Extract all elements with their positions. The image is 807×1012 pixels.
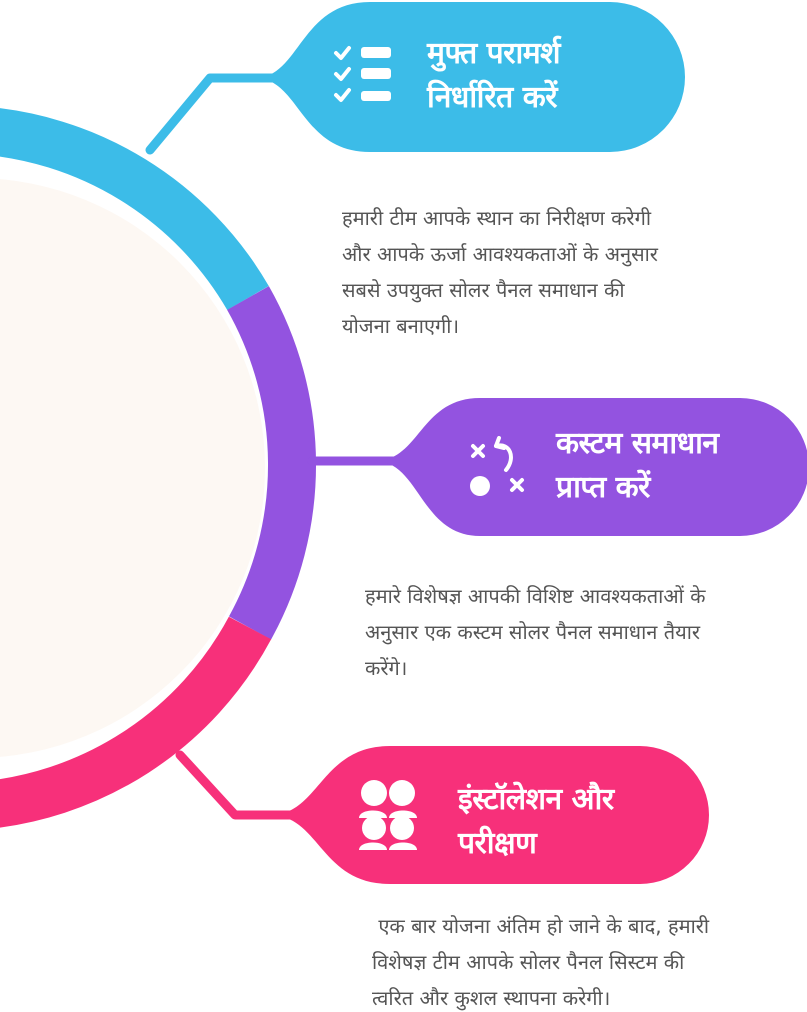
- step-1-desc-line-2: और आपके ऊर्जा आवश्यकताओं के अनुसार: [342, 242, 658, 266]
- step-2-title-line-1: कस्टम समाधान: [556, 426, 719, 461]
- step-2-desc-line-2: अनुसार एक कस्टम सोलर पैनल समाधान तैयार: [365, 620, 701, 644]
- step-3-title-line-1: इंस्टॉलेशन और: [458, 782, 614, 817]
- step-2-description: [365, 578, 706, 686]
- step-3-title: [458, 778, 614, 866]
- step-1-title-line-1: मुफ्त परामर्श: [427, 36, 561, 71]
- team-icon: [357, 778, 421, 850]
- connector-pink: [180, 755, 300, 815]
- step-3-title-line-2: परीक्षण: [458, 826, 537, 861]
- step-2-title-line-2: प्राप्त करें: [556, 470, 650, 505]
- step-3-desc-line-1: एक बार योजना अंतिम हो जाने के बाद, हमारी: [372, 914, 710, 938]
- step-1-desc-line-1: हमारी टीम आपके स्थान का निरीक्षण करेगी: [342, 206, 652, 230]
- step-2-title: [556, 422, 719, 510]
- step-1-desc-line-4: योजना बनाएगी।: [342, 314, 460, 338]
- step-3-description: [372, 908, 709, 1012]
- step-1-desc-line-3: सबसे उपयुक्त सोलर पैनल समाधान की: [342, 278, 625, 302]
- connector-blue: [150, 78, 280, 150]
- strategy-icon: [468, 436, 530, 500]
- step-1-description: [342, 200, 658, 344]
- checklist-icon: [333, 43, 395, 107]
- step-2-desc-line-1: हमारे विशेषज्ञ आपकी विशिष्ट आवश्यकताओं के: [365, 584, 706, 608]
- step-3-desc-line-3: त्वरित और कुशल स्थापना करेगी।: [372, 986, 611, 1010]
- step-1-title: [427, 32, 560, 120]
- step-2-desc-line-3: करेंगे।: [365, 656, 408, 680]
- step-1-title-line-2: निर्धारित करें: [427, 80, 558, 115]
- step-3-desc-line-2: विशेषज्ञ टीम आपके सोलर पैनल सिस्टम की: [372, 950, 685, 974]
